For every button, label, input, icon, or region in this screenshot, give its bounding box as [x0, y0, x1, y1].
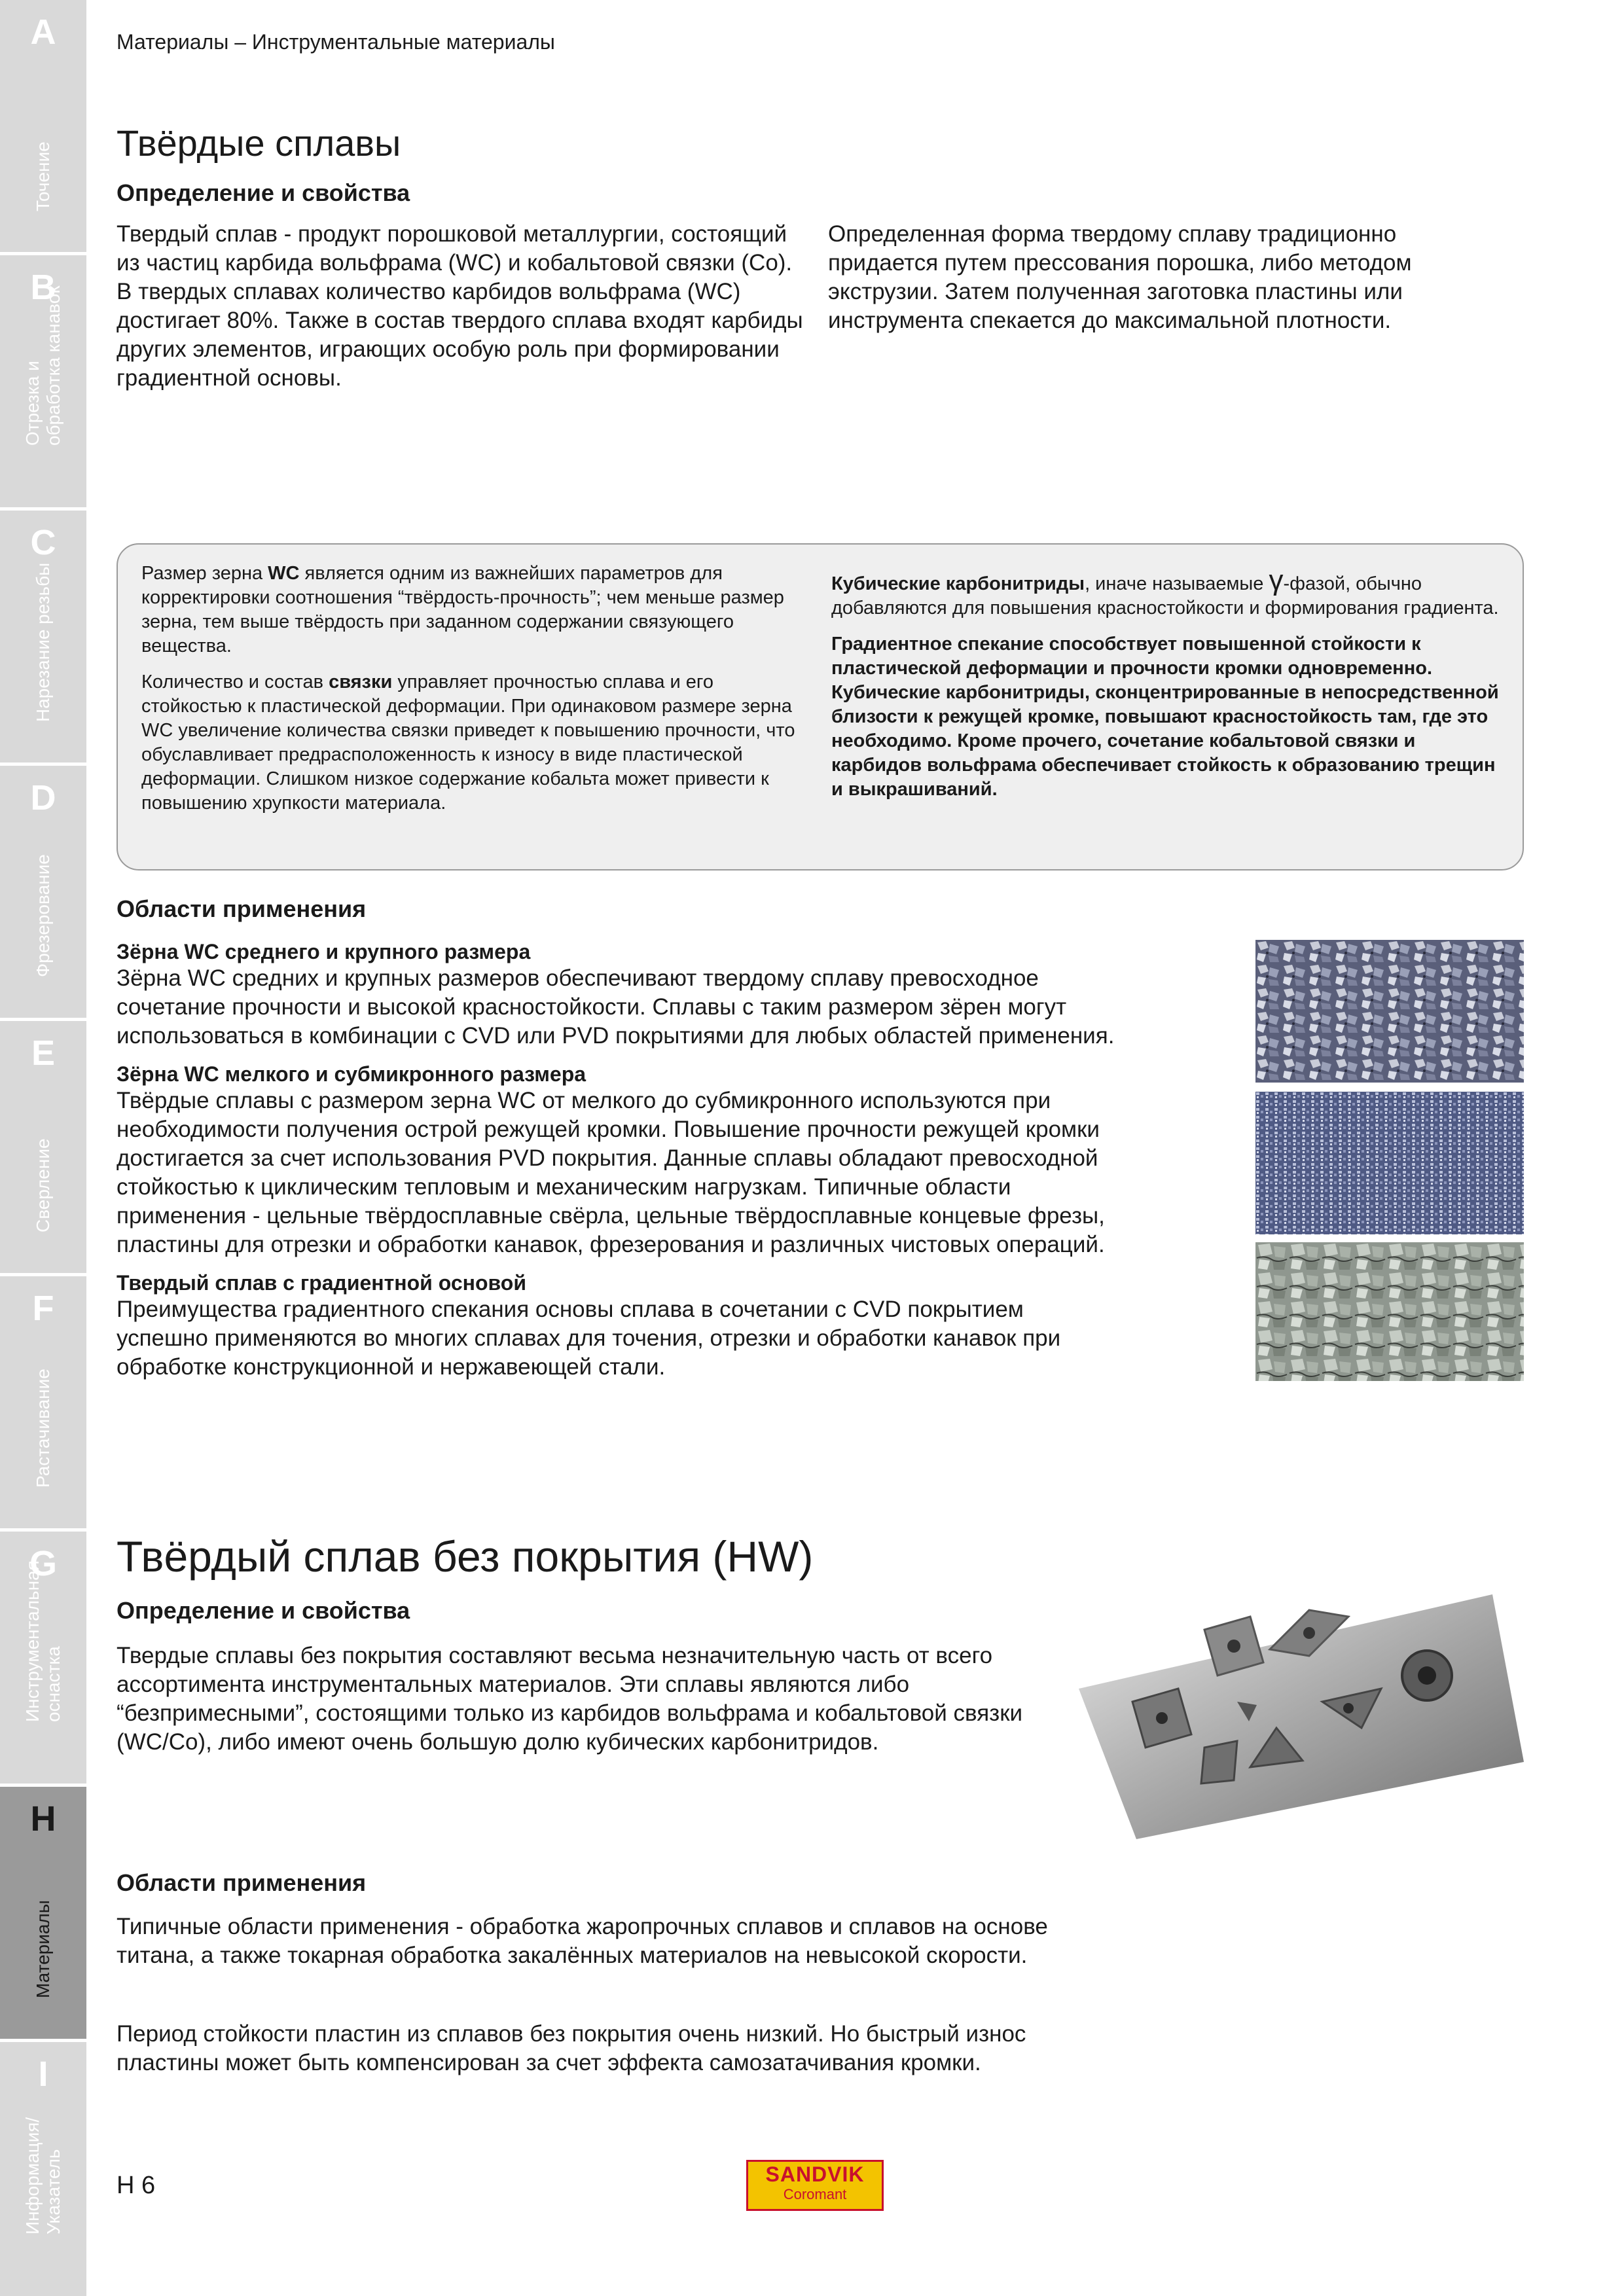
tab-label: Информация/ Указатель — [22, 2117, 63, 2234]
app-item-text: Преимущества градиентного спекания основы сплава в сочетании с CVD покрытием успешно применяются во многих сплавах для точения, отрезки и обработки канавок при обработке конструкционной и нержавеющей стали. — [117, 1297, 1061, 1380]
tab-f[interactable] — [0, 1276, 86, 1528]
applications-title: Области применения — [117, 895, 367, 922]
microstructure-gradient-image — [1255, 1242, 1524, 1381]
tab-letter: E — [31, 1033, 56, 1073]
applications-list — [117, 940, 1118, 1382]
tab-d[interactable] — [0, 766, 86, 1018]
tab-e[interactable] — [0, 1021, 86, 1273]
tab-h-active[interactable] — [0, 1787, 86, 2039]
intro-column-left: Твердый сплав - продукт порошковой металлургии, состоящий из частиц карбида вольфрама (WC) и кобальтовой связки (Co). В твердых сплавах количество карбидов вольфрама (WC) достигает 80%. Также в состав твердого сплава входят карбиды других элементов, играющих особую роль при формировании градиентной основы. — [117, 221, 803, 391]
section-title: Твёрдый сплав без покрытия (HW) — [117, 1532, 814, 1581]
tab-letter: C — [30, 523, 56, 562]
section-subtitle: Определение и свойства — [117, 179, 410, 206]
tab-letter: A — [30, 12, 56, 52]
tab-label: Инструментальная оснастка — [22, 1560, 63, 1722]
section-tabs — [0, 0, 86, 2296]
section-subtitle: Определение и свойства — [117, 1597, 410, 1624]
info-right-column — [831, 564, 1506, 802]
binder-note: Количество и состав связки управляет прочностью сплава и его стойкостью к пластической деформации. При одинаковом размере зерна WC увеличение количества связки приведет к повышению прочности, что обуславливает предрасположенность к износу в виде пластической деформации. Слишком низкое содержание кобальта может привести к повышению хрупкости материала. — [141, 672, 795, 814]
tab-label: Отрезка и обработка канавок — [22, 285, 63, 446]
app-item-text: Твёрдые сплавы с размером зерна WC от мелкого до субмикронного используются при необходимости получения острой режущей кромки. Повышение прочности режущей кромки достигается за счет использования PVD покрытия. Данные сплавы обладают превосходной стойкостью к циклическим тепловым и механическим нагрузкам. Типичные области применения - цельные твёрдосплавные свёрла, цельные твёрдосплавные концевые фрезы, пластины для отрезки и обработки канавок, фрезерования и различных чистовых операций. — [117, 1088, 1105, 1257]
tab-a[interactable] — [0, 0, 86, 252]
info-left-column — [141, 562, 796, 816]
tab-i[interactable] — [0, 2042, 86, 2296]
tab-label: Нарезание резьбы — [33, 562, 53, 722]
cubic-carbonitrides-note: Кубические карбонитриды, иначе называемые γ-фазой, обычно добавляются для повышения красностойкости и формирования градиента. — [831, 564, 1499, 619]
gradient-sintering-note: Градиентное спекание способствует повышенной стойкости к пластической деформации и прочности кромки одновременно. Кубические карбонитриды, сконцентрированные в непосредственной близости к режущей кромке, повышают красностойкость там, где это необходимо. Кроме прочего, сочетание кобальтовой связки и карбидов вольфрама обеспечивает стойкость к образованию трещин и выкрашиваний. — [831, 634, 1499, 800]
uncoated-applications: Типичные области применения - обработка жаропрочных сплавов и сплавов на основе титана, а также токарная обработка закалённых материалов на невысокой скорости. — [117, 1914, 1048, 1968]
section-title: Твёрдые сплавы — [117, 122, 401, 164]
tab-label: Точение — [33, 141, 53, 211]
tab-label: Растачивание — [33, 1369, 53, 1488]
tab-letter: I — [38, 2054, 48, 2094]
intro-column-right: Определенная форма твердому сплаву традиционно придается путем прессования порошка, либо методом экструзии. Затем полученная заготовка пластины или инструмента спекается до максимальной плотности. — [828, 221, 1412, 333]
app-item-heading: Твердый сплав с градиентной основой — [117, 1271, 526, 1295]
tab-label: Сверление — [33, 1138, 53, 1232]
tab-letter: H — [30, 1799, 56, 1839]
app-item-heading: Зёрна WC среднего и крупного размера — [117, 940, 531, 963]
app-item-heading: Зёрна WC мелкого и субмикронного размера — [117, 1062, 586, 1086]
breadcrumb: Материалы – Инструментальные материалы — [117, 30, 555, 54]
uncoated-description: Твердые сплавы без покрытия составляют весьма незначительную часть от всего ассортимента инструментальных материалов. Эти сплавы являются либо “безпримесными”, состоящими только из карбидов вольфрама и кобальтовой связки (WC/Co), либо имеют очень большую долю кубических карбонитридов. — [117, 1643, 1023, 1755]
inserts-photo — [1074, 1590, 1525, 1852]
microstructure-coarse-image — [1255, 940, 1524, 1083]
applications-title: Области применения — [117, 1869, 367, 1896]
tab-g[interactable] — [0, 1532, 86, 1784]
tab-label: Материалы — [33, 1900, 53, 1998]
app-item-text: Зёрна WC средних и крупных размеров обеспечивают твердому сплаву превосходное сочетание прочности и высокой красностойкости. Сплавы с таким размером зёрен могут использоваться в комбинации с CVD или PVD покрытиями для любых областей применения. — [117, 965, 1115, 1049]
tab-label: Фрезерование — [33, 854, 53, 977]
microstructure-fine-image — [1255, 1092, 1524, 1234]
tab-letter: B — [30, 268, 56, 307]
sandvik-coromant-logo: SANDVIK Coromant — [746, 2160, 884, 2211]
tab-letter: F — [32, 1289, 54, 1328]
tab-c[interactable] — [0, 511, 86, 762]
page-number: H 6 — [117, 2172, 156, 2199]
info-box — [117, 543, 1524, 870]
grain-size-note: Размер зерна WC является одним из важнейших параметров для корректировки соотношения “твёрдость-прочность”; чем меньше размер зерна, тем выше твёрдость при заданном содержании связующего вещества. — [141, 563, 784, 656]
tab-b[interactable] — [0, 255, 86, 507]
tab-letter: G — [29, 1544, 57, 1583]
tool-life-note: Период стойкости пластин из сплавов без покрытия очень низкий. Но быстрый износ пластины может быть компенсирован за счет эффекта самозатачивания кромки. — [117, 2021, 1026, 2075]
tab-letter: D — [30, 778, 56, 817]
